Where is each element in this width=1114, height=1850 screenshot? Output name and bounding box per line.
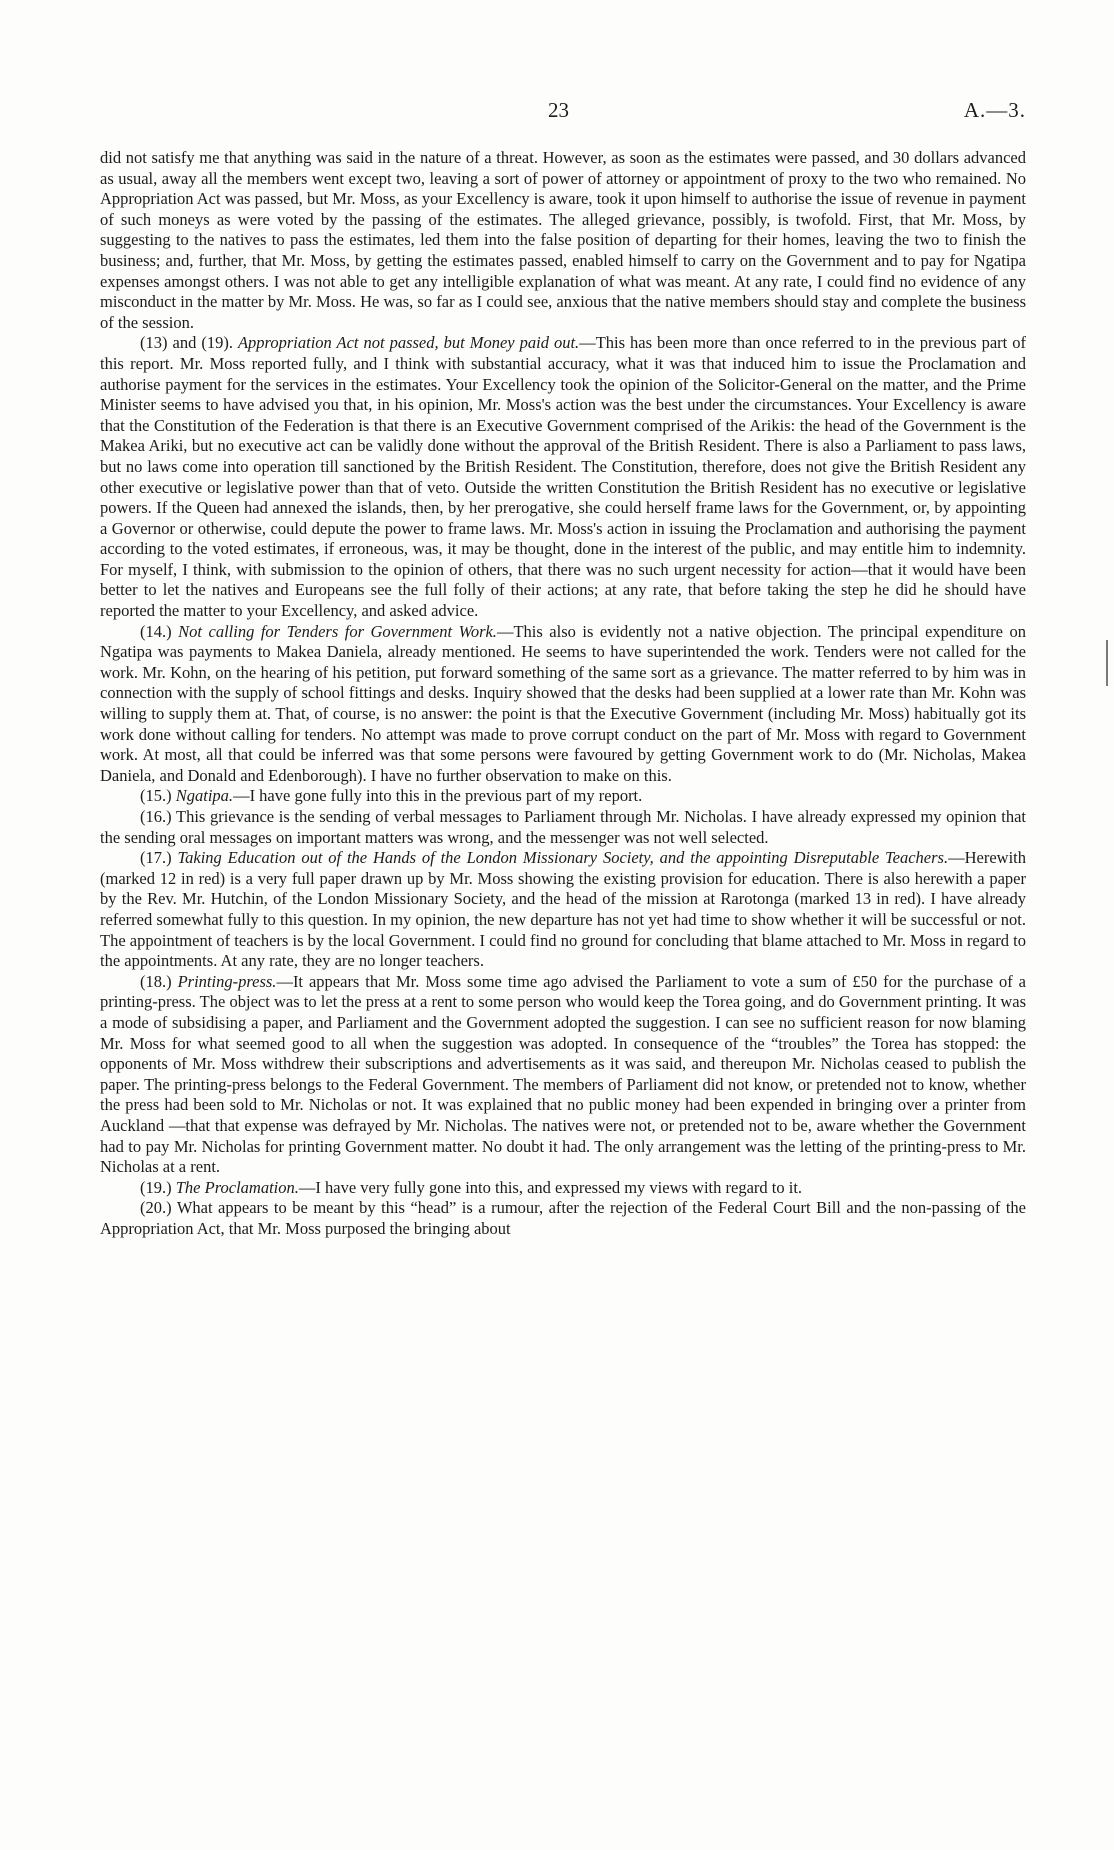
paragraph-text: —I have gone fully into this in the previous part of my report. xyxy=(233,786,643,806)
paragraph-text: did not satisfy me that anything was said in the nature of a threat. However, as soon as the estimates were passed, and 30 dollars advanced as usual, away all the members went except two, leaving a sort of power of attorney or appointment of proxy to the two who remained. No Appropriation Act was passed, but Mr. Moss, as your Excellency is aware, took it upon himself to authorise the issue of revenue in payment of such moneys as were voted by the passing of the estimates. The alleged grievance, possibly, is twofold. First, that Mr. Moss, by suggesting to the natives to pass the estimates, led them into the false position of departing for their homes, leaving the two to finish the business; and, further, that Mr. Moss, by getting the estimates passed, enabled himself to carry on the Government and to pay for Ngatipa expenses amongst others. I was not able to get any intelligible explanation of what was meant. At any rate, I could find no evidence of any misconduct in the matter by Mr. Moss. He was, so far as I could see, anxious that the native members should stay and complete the business of the session. xyxy=(100,148,1026,332)
paragraph-heading: Printing-press. xyxy=(177,971,277,991)
paragraph-number: (15.) xyxy=(140,786,172,806)
paragraph-text: What appears to be meant by this “head” is a rumour, after the rejection of the Federal Court Bill and the non-passing of the Appropriation Act, that Mr. Moss purposed the bringing about xyxy=(100,1198,1026,1238)
paragraph-printing-press xyxy=(100,972,1026,1178)
paragraph-continuation xyxy=(100,148,1026,333)
paragraph-number: (20.) xyxy=(140,1198,172,1218)
paragraph-text: —This has been more than once referred to in the previous part of this report. Mr. Moss reported fully, and I think with substantial accuracy, what it was that induced him to issue the Proclamation and authorise payment for the services in the estimates. Your Excellency took the opinion of the Solicitor-General on the matter, and the Prime Minister seems to have advised you that, in his opinion, Mr. Moss's action was the best under the circumstances. Your Excellency is aware that the Constitution of the Federation is that there is an Executive Government comprised of the Arikis: the head of the Government is the Makea Ariki, but no executive act can be validly done without the approval of the British Resident. There is also a Parliament to pass laws, but no laws come into operation till sanctioned by the British Resident. The Constitution, therefore, does not give the British Resident any other executive or legislative power than that of veto. Outside the written Constitution the British Resident has no executive or legislative powers. If the Queen had annexed the islands, then, by her prerogative, she could herself frame laws for the Government, or, by appointing a Governor or otherwise, could depute the power to frame laws. Mr. Moss's action in issuing the Proclamation and authorising the payment according to the voted estimates, if erroneous, was, it may be thought, done in the interest of the public, and may entitle him to indemnity. For myself, I think, with submission to the opinion of others, that there was no such urgent necessity for action—that it would have been better to let the natives and Europeans see the full folly of their actions; at any rate, that before taking the step he did he should have reported the matter to your Excellency, and asked advice. xyxy=(100,333,1026,621)
paragraph-rumour xyxy=(100,1198,1026,1239)
paragraph-number: (17.) xyxy=(140,848,172,868)
paragraph-number: (14.) xyxy=(140,621,172,641)
paragraph-heading: Not calling for Tenders for Government Work. xyxy=(178,621,497,641)
paragraph-number: (18.) xyxy=(140,971,172,991)
paragraph-text: —I have very fully gone into this, and expressed my views with regard to it. xyxy=(298,1177,803,1197)
paragraph-heading: Ngatipa. xyxy=(175,786,234,806)
paragraph-text: This grievance is the sending of verbal messages to Parliament through Mr. Nicholas. I have already expressed my opinion that the sending oral messages on important matters was wrong, and the messenger was not well selected. xyxy=(100,807,1026,847)
paragraph-text: —Herewith (marked 12 in red) is a very full paper drawn up by Mr. Moss showing the existing provision for education. There is also herewith a paper by the Rev. Mr. Hutchin, of the London Missionary Society, and the head of the mission at Rarotonga (marked 13 in red). I have already referred somewhat fully to this question. In my opinion, the new departure has not yet had time to show whether it will be successful or not. The appointment of teachers is by the local Government. I could find no ground for concluding that blame attached to Mr. Moss in regard to the appointments. At any rate, they are no longer teachers. xyxy=(100,848,1027,971)
paragraph-text: —It appears that Mr. Moss some time ago advised the Parliament to vote a sum of £50 for the purchase of a printing-press. The object was to let the press at a rent to some person who would keep the Torea going, and do Government printing. It was a mode of subsidising a paper, and Parliament and the Government adopted the suggestion. I can see no sufficient reason for now blaming Mr. Moss for what seemed good to all when the suggestion was adopted. In consequence of the “troubles” the Torea has stopped: the opponents of Mr. Moss withdrew their subscriptions and advertisements as it was said, and thereupon Mr. Nicholas ceased to publish the paper. The printing-press belongs to the Federal Government. The members of Parliament did not know, or pretended not to know, whether the press had been sold to Mr. Nicholas or not. It was explained that no public money had been expended in bringing over a printer from Auckland —that that expense was defrayed by Mr. Nicholas. The natives were not, or pretended not to be, aware whether the Government had to pay Mr. Nicholas for printing Government matter. No doubt it had. The only arrangement was the letting of the printing-press to Mr. Nicholas at a rent. xyxy=(100,971,1026,1177)
paragraph-text: —This also is evidently not a native objection. The principal expenditure on Ngatipa was payments to Makea Daniela, already mentioned. He seems to have superintended the work. Tenders were not called for the work. Mr. Kohn, on the hearing of his petition, put forward something of the same sort as a grievance. The matter referred to by him was in connection with the supply of school fittings and desks. Inquiry showed that the desks had been supplied at a lower rate than Mr. Kohn was willing to supply them at. That, of course, is no answer: the point is that the Executive Government (including Mr. Moss) habitually got its work done without calling for tenders. No attempt was made to prove corrupt conduct on the part of Mr. Moss with regard to Government work. At most, all that could be inferred was that some persons were favoured by getting Government work to do (Mr. Nicholas, Makea Daniela, and Donald and Edenborough). I have no further observation to make on this. xyxy=(100,621,1026,785)
paragraph-heading: Taking Education out of the Hands of the London Missionary Society, and the appointing Disreputable Teachers. xyxy=(177,848,949,868)
paragraph-tenders xyxy=(100,622,1026,787)
report-body xyxy=(100,148,1026,1239)
paragraph-appropriation-act xyxy=(100,333,1026,621)
paragraph-heading: Appropriation Act not passed, but Money paid out. xyxy=(237,333,580,353)
paragraph-verbal-messages xyxy=(100,807,1026,848)
page-number: 23 xyxy=(548,98,569,122)
scan-margin-mark xyxy=(1106,640,1108,686)
paragraph-number: (19.) xyxy=(140,1177,172,1197)
paragraph-proclamation xyxy=(100,1178,1026,1199)
document-reference: A.—3. xyxy=(963,98,1026,122)
page-header xyxy=(0,98,1114,126)
paragraph-number: (13) and (19). xyxy=(140,333,233,353)
paragraph-ngatipa xyxy=(100,786,1026,807)
paragraph-heading: The Proclamation. xyxy=(175,1177,299,1197)
paragraph-education xyxy=(100,848,1026,972)
paragraph-number: (16.) xyxy=(140,807,172,826)
